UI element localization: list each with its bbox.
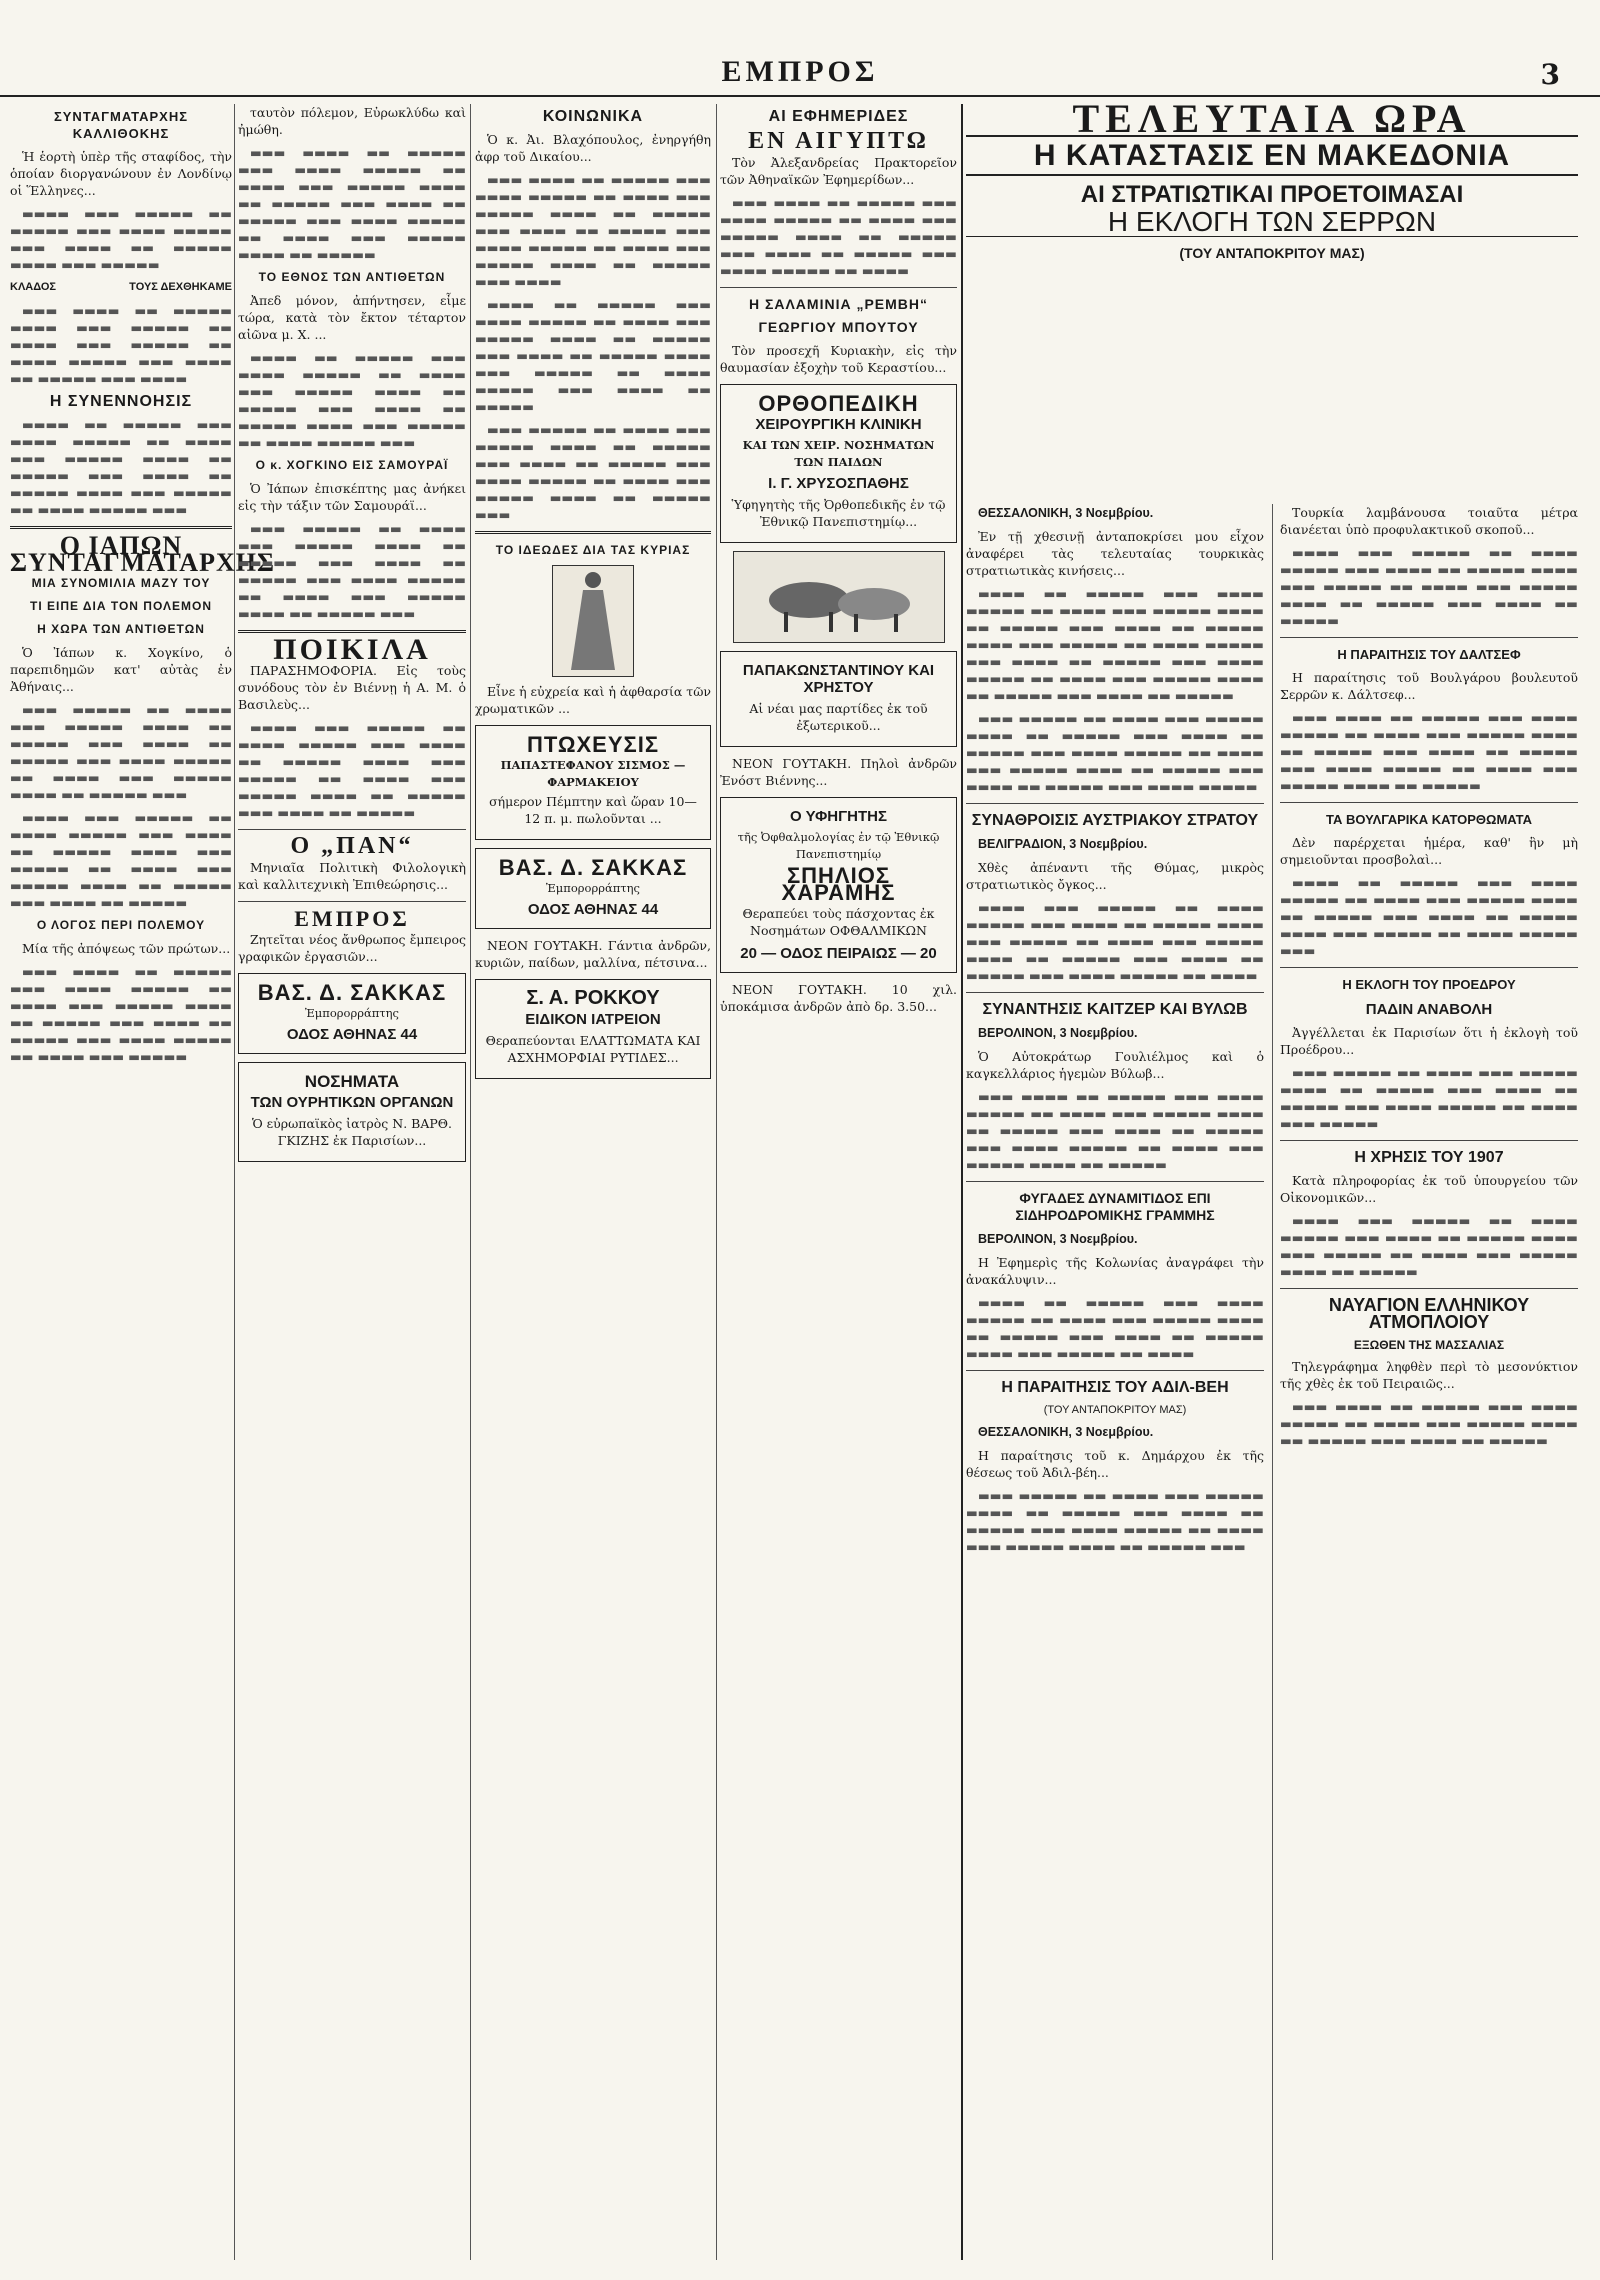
filler-text: ▬▬▬ ▬▬▬▬▬ ▬▬ ▬▬▬▬ ▬▬▬ ▬▬▬▬▬ ▬▬▬▬ ▬▬ ▬▬▬▬▬ ▬▬▬ ▬▬▬▬ ▬▬ ▬▬▬▬▬ ▬▬▬ ▬▬▬▬ ▬▬▬▬▬ ▬▬ ▬▬▬▬ ▬▬▬ ▬▬▬▬▬ ▬▬▬▬ ▬▬ ▬▬▬▬▬ ▬▬▬: [10, 702, 232, 802]
divider: [1280, 1140, 1578, 1141]
divider: [966, 992, 1264, 993]
column-5a: [966, 504, 1264, 2260]
filler-text: ▬▬▬▬ ▬▬ ▬▬▬▬▬ ▬▬▬ ▬▬▬▬ ▬▬▬▬▬ ▬▬ ▬▬▬▬ ▬▬▬ ▬▬▬▬▬ ▬▬▬▬ ▬▬ ▬▬▬▬▬ ▬▬▬ ▬▬▬▬ ▬▬ ▬▬▬▬▬ ▬▬▬▬ ▬▬▬ ▬▬▬▬▬ ▬▬ ▬▬▬▬ ▬▬▬▬▬ ▬▬▬: [1280, 875, 1578, 958]
filler-text: ▬▬▬ ▬▬▬▬ ▬▬ ▬▬▬▬▬ ▬▬▬ ▬▬▬▬ ▬▬▬▬▬ ▬▬ ▬▬▬▬ ▬▬▬ ▬▬▬▬▬ ▬▬▬▬ ▬▬ ▬▬▬▬▬ ▬▬▬ ▬▬▬▬ ▬▬ ▬▬▬▬▬ ▬▬▬ ▬▬▬▬ ▬▬▬▬▬ ▬▬ ▬▬▬▬ ▬▬▬ ▬▬▬▬▬ ▬▬▬▬ ▬▬ ▬▬▬▬▬ ▬▬▬ ▬▬▬▬: [475, 172, 711, 289]
col1-s4-lead: Μία τῆς ἀπόψεως τῶν πρώτων...: [22, 941, 231, 956]
newspaper-title: ΕΜΠΡΟΣ: [721, 55, 879, 88]
c5a-s5-sub: (ΤΟΥ ΑΝΤΑΠΟΚΡΙΤΟΥ ΜΑΣ): [1043, 1404, 1187, 1416]
col3-s1-title: ΚΟΙΝΩΝΙΚΑ: [542, 108, 644, 125]
c5a-dateline: [966, 504, 1264, 522]
col1-s3-lead: Ὁ Ἰάπων κ. Χογκίνο, ὁ παρεπιδημῶν κατ' αὐτὰς ἐν Ἀθήναις...: [10, 645, 232, 694]
col4-s1-sub: ΕΝ ΑΙΓΥΠΤΩ: [748, 128, 929, 154]
c5b-s3-text: Δὲν παρέρχεται ἡμέρα, καθ' ἣν μὴ σημειοῦνται προσβολαὶ...: [1280, 835, 1578, 867]
c5a-s5-dateline-text: ΘΕΣΣΑΛΟΝΙΚΗ, 3 Νοεμβρίου.: [978, 1425, 1154, 1439]
col2-s1-title: ΤΟ ΕΘΝΟΣ ΤΩΝ ΑΝΤΙΘΕΤΩΝ: [258, 270, 446, 284]
divider: [966, 1370, 1264, 1371]
divider: [10, 526, 232, 529]
divider: [1280, 637, 1578, 638]
ad-charamis: [720, 797, 957, 973]
ad-sakkas-name: ΒΑΣ. Δ. ΣΑΚΚΑΣ: [257, 980, 447, 1005]
page-number: 3: [1540, 58, 1560, 91]
column-rule: [716, 104, 717, 2260]
filler-text: ▬▬▬▬ ▬▬ ▬▬▬▬▬ ▬▬▬ ▬▬▬▬ ▬▬▬▬▬ ▬▬ ▬▬▬▬ ▬▬▬ ▬▬▬▬▬ ▬▬▬▬ ▬▬ ▬▬▬▬▬ ▬▬▬ ▬▬▬▬ ▬▬ ▬▬▬▬▬ ▬▬▬▬ ▬▬▬ ▬▬▬▬▬ ▬▬ ▬▬▬▬: [966, 1295, 1264, 1361]
filler-text: ▬▬▬▬ ▬▬ ▬▬▬▬▬ ▬▬▬ ▬▬▬▬ ▬▬▬▬▬ ▬▬ ▬▬▬▬ ▬▬▬ ▬▬▬▬▬ ▬▬▬▬ ▬▬ ▬▬▬▬▬ ▬▬▬ ▬▬▬▬ ▬▬ ▬▬▬▬▬ ▬▬▬▬ ▬▬▬ ▬▬▬▬▬ ▬▬ ▬▬▬▬ ▬▬▬▬▬ ▬▬▬ ▬▬▬▬ ▬▬ ▬▬▬▬▬: [475, 297, 711, 414]
filler-text: ▬▬▬ ▬▬▬▬ ▬▬ ▬▬▬▬▬ ▬▬▬ ▬▬▬▬ ▬▬▬▬▬ ▬▬ ▬▬▬▬ ▬▬▬ ▬▬▬▬▬ ▬▬▬▬ ▬▬ ▬▬▬▬▬ ▬▬▬ ▬▬▬▬ ▬▬ ▬▬▬▬▬ ▬▬▬ ▬▬▬▬ ▬▬▬▬▬ ▬▬ ▬▬▬▬ ▬▬▬ ▬▬▬▬▬ ▬▬▬▬ ▬▬ ▬▬▬▬▬: [966, 1089, 1264, 1172]
ad-bankruptcy-text: σήμερον Πέμπτην καὶ ὥραν 10—12 π. μ. πωλοῦνται ...: [489, 794, 697, 826]
filler-text: ▬▬▬ ▬▬▬▬▬ ▬▬ ▬▬▬▬ ▬▬▬ ▬▬▬▬▬ ▬▬▬▬ ▬▬ ▬▬▬▬▬ ▬▬▬ ▬▬▬▬ ▬▬ ▬▬▬▬▬ ▬▬▬ ▬▬▬▬ ▬▬▬▬▬ ▬▬ ▬▬▬▬ ▬▬▬ ▬▬▬▬▬ ▬▬▬▬ ▬▬ ▬▬▬▬▬ ▬▬▬: [238, 521, 466, 621]
c5a-s2-text: Χθὲς ἀπέναντι τῆς Θύμας, μικρὸς στρατιωτικὸς ὄγκος...: [966, 860, 1264, 892]
ad-sakkas2-name: ΒΑΣ. Δ. ΣΑΚΚΑΣ: [498, 855, 688, 880]
filler-text: ▬▬▬▬ ▬▬ ▬▬▬▬▬ ▬▬▬ ▬▬▬▬ ▬▬▬▬▬ ▬▬ ▬▬▬▬ ▬▬▬ ▬▬▬▬▬ ▬▬▬▬ ▬▬ ▬▬▬▬▬ ▬▬▬ ▬▬▬▬ ▬▬ ▬▬▬▬▬ ▬▬▬▬ ▬▬▬ ▬▬▬▬▬ ▬▬ ▬▬▬▬ ▬▬▬▬▬ ▬▬▬ ▬▬▬▬ ▬▬ ▬▬▬▬▬ ▬▬▬ ▬▬▬▬ ▬▬▬▬▬ ▬▬ ▬▬▬▬ ▬▬▬ ▬▬▬▬▬ ▬▬▬▬ ▬▬ ▬▬▬▬▬ ▬▬▬ ▬▬▬▬ ▬▬ ▬▬▬▬▬: [966, 586, 1264, 703]
ad-charamis-name: ΣΠΗΛΙΟΣ ΧΑΡΑΜΗΣ: [781, 863, 896, 905]
kicker-a: ΚΛΑΔΟΣ: [10, 281, 56, 293]
ad-papakonstantinou-title: ΠΑΠΑΚΩΝΣΤΑΝΤΙΝΟΥ ΚΑΙ ΧΡΗΣΤΟΥ: [742, 662, 935, 696]
filler-text: ▬▬▬ ▬▬▬▬ ▬▬ ▬▬▬▬▬ ▬▬▬ ▬▬▬▬ ▬▬▬▬▬ ▬▬ ▬▬▬▬ ▬▬▬ ▬▬▬▬▬ ▬▬▬▬ ▬▬ ▬▬▬▬▬ ▬▬▬ ▬▬▬▬ ▬▬ ▬▬▬▬▬ ▬▬▬ ▬▬▬▬ ▬▬▬▬▬ ▬▬ ▬▬▬▬ ▬▬▬ ▬▬▬▬▬ ▬▬▬▬ ▬▬ ▬▬▬▬▬: [1280, 710, 1578, 793]
divider: [475, 531, 711, 534]
c5b-s5-title: Η ΧΡΗΣΙΣ ΤΟΥ 1907: [1354, 1149, 1504, 1166]
filler-text: ▬▬▬ ▬▬▬▬▬ ▬▬ ▬▬▬▬ ▬▬▬ ▬▬▬▬▬ ▬▬▬▬ ▬▬ ▬▬▬▬▬ ▬▬▬ ▬▬▬▬ ▬▬ ▬▬▬▬▬ ▬▬▬ ▬▬▬▬ ▬▬▬▬▬ ▬▬ ▬▬▬▬ ▬▬▬ ▬▬▬▬▬ ▬▬▬▬ ▬▬ ▬▬▬▬▬ ▬▬▬: [475, 422, 711, 522]
masthead: [0, 0, 1600, 97]
ad-charamis-title: Ο ΥΦΗΓΗΤΗΣ: [790, 808, 887, 825]
ad-bankruptcy: [475, 725, 711, 840]
column-rule: [1272, 504, 1273, 2260]
col1-kicker: [10, 279, 232, 296]
col2-s4-text: Μηνιαῖα Πολιτικὴ Φιλολογικὴ καὶ καλλιτεχνικὴ Ἐπιθεώρησις...: [238, 860, 466, 892]
c5a-s4-dateline: [966, 1230, 1264, 1248]
livestock-illustration: [733, 551, 945, 643]
filler-text: ▬▬▬ ▬▬▬▬ ▬▬ ▬▬▬▬▬ ▬▬▬ ▬▬▬▬ ▬▬▬▬▬ ▬▬ ▬▬▬▬ ▬▬▬ ▬▬▬▬▬ ▬▬▬▬ ▬▬ ▬▬▬▬▬ ▬▬▬ ▬▬▬▬ ▬▬ ▬▬▬▬▬ ▬▬▬ ▬▬▬▬ ▬▬▬▬▬ ▬▬ ▬▬▬▬: [720, 195, 957, 278]
c5a-s2-dateline-text: ΒΕΛΙΓΡΑΔΙΟΝ, 3 Νοεμβρίου.: [978, 837, 1148, 851]
ad-orthopedic-sub2: ΚΑΙ ΤΩΝ ΧΕΙΡ. ΝΟΣΗΜΑΤΩΝ ΤΩΝ ΠΑΙΔΩΝ: [742, 438, 935, 469]
column-rule: [234, 104, 235, 2260]
divider: [1280, 967, 1578, 968]
c5b-s6-title: ΝΑΥΑΓΙΟΝ ΕΛΛΗΝΙΚΟΥ ΑΤΜΟΠΛΟΙΟΥ: [1328, 1295, 1530, 1332]
column-4: [720, 104, 957, 2260]
col2-lead: ταυτὸν πόλεμον, Εὐρωκλύδω καὶ ἠμώθη.: [238, 105, 466, 137]
ad-sakkas-addr: ΟΔΟΣ ΑΘΗΝΑΣ 44: [286, 1026, 418, 1043]
filler-text: ▬▬▬ ▬▬▬▬ ▬▬ ▬▬▬▬▬ ▬▬▬ ▬▬▬▬ ▬▬▬▬▬ ▬▬ ▬▬▬▬ ▬▬▬ ▬▬▬▬▬ ▬▬▬▬ ▬▬ ▬▬▬▬▬ ▬▬▬ ▬▬▬▬ ▬▬ ▬▬▬▬▬: [1280, 1399, 1578, 1448]
col4-s1-text: Τὸν Ἀλεξανδρείας Πρακτορεῖον τῶν Ἀθηναϊκῶν Ἐφημερίδων...: [720, 155, 957, 187]
col2-s5-title: ΕΜΠΡΟΣ: [294, 906, 410, 931]
ad-sakkas: [238, 973, 466, 1054]
col1-header: ΣΥΝΤΑΓΜΑΤΑΡΧΗΣ ΚΑΛΛΙΘΟΚΗΣ: [53, 109, 189, 141]
c5b-s4-title: Η ΕΚΛΟΓΗ ΤΟΥ ΠΡΟΕΔΡΟΥ: [1342, 977, 1516, 992]
c5a-s5-text: Η παραίτησις τοῦ κ. Δημάρχου ἐκ τῆς θέσεως τοῦ Ἀδιλ-βέη...: [966, 1448, 1264, 1480]
c5a-s4-title: ΦΥΓΑΔΕΣ ΔΥΝΑΜΙΤΙΔΟΣ ΕΠΙ ΣΙΔΗΡΟΔΡΟΜΙΚΗΣ ΓΡΑΜΜΗΣ: [1015, 1190, 1215, 1223]
divider: [238, 901, 466, 902]
strap-military: ΑΙ ΣΤΡΑΤΙΩΤΙΚΑΙ ΠΡΟΕΤΟΙΜΑΣΑΙ: [1080, 181, 1464, 208]
c5a-s4-text: Η Ἐφημερὶς τῆς Κολωνίας ἀναγράφει τὴν ἀνακάλυψιν...: [966, 1255, 1264, 1287]
ad-charamis-addr: 20 — ΟΔΟΣ ΠΕΙΡΑΙΩΣ — 20: [740, 945, 937, 962]
strap-serres: Η ΕΚΛΟΓΗ ΤΩΝ ΣΕΡΡΩΝ: [966, 207, 1578, 237]
ad-urology-sub: ΤΩΝ ΟΥΡΗΤΙΚΩΝ ΟΡΓΑΝΩΝ: [250, 1094, 454, 1111]
ad-sakkas-2: [475, 848, 711, 929]
ad-orthopedic-doctor: Ι. Γ. ΧΡΥΣΟΣΠΑΘΗΣ: [768, 475, 909, 492]
filler-text: ▬▬▬ ▬▬▬▬ ▬▬ ▬▬▬▬▬ ▬▬▬ ▬▬▬▬ ▬▬▬▬▬ ▬▬ ▬▬▬▬ ▬▬▬ ▬▬▬▬▬ ▬▬▬▬ ▬▬ ▬▬▬▬▬ ▬▬▬ ▬▬▬▬ ▬▬ ▬▬▬▬▬ ▬▬▬ ▬▬▬▬ ▬▬▬▬▬ ▬▬ ▬▬▬▬ ▬▬▬ ▬▬▬▬▬: [10, 964, 232, 1064]
c5b-s3-title: ΤΑ ΒΟΥΛΓΑΡΙΚΑ ΚΑΤΟΡΘΩΜΑΤΑ: [1326, 812, 1532, 827]
ad-rokkou-title: Σ. Α. ΡΟΚΚΟΥ: [526, 987, 660, 1009]
filler-text: ▬▬▬▬ ▬▬ ▬▬▬▬▬ ▬▬▬ ▬▬▬▬ ▬▬▬▬▬ ▬▬ ▬▬▬▬ ▬▬▬ ▬▬▬▬▬ ▬▬▬▬ ▬▬ ▬▬▬▬▬ ▬▬▬ ▬▬▬▬ ▬▬ ▬▬▬▬▬ ▬▬▬▬ ▬▬▬ ▬▬▬▬▬ ▬▬ ▬▬▬▬ ▬▬▬▬▬ ▬▬▬: [238, 350, 466, 450]
col2-s2-text: Ὁ Ἰάπων ἐπισκέπτης μας ἀνήκει εἰς τὴν τάξιν τῶν Σαμουράϊ...: [238, 481, 466, 513]
divider: [1280, 802, 1578, 803]
column-1: [10, 104, 275, 2260]
col3-s2-title: ΤΟ ΙΔΕΩΔΕΣ ΔΙΑ ΤΑΣ ΚΥΡΙΑΣ: [495, 543, 691, 557]
filler-text: ▬▬▬▬ ▬▬▬ ▬▬▬▬▬ ▬▬ ▬▬▬▬▬ ▬▬▬ ▬▬▬▬ ▬▬▬▬▬ ▬▬▬ ▬▬▬▬ ▬▬ ▬▬▬▬▬ ▬▬▬▬ ▬▬▬ ▬▬▬▬▬: [10, 206, 232, 272]
col4-ad5-text: ΝΕΟΝ ΓΟΥΤΑΚΗ. 10 χιλ. ὑποκάμισα ἀνδρῶν ἀπὸ δρ. 3.50...: [720, 982, 957, 1014]
strap-last-hour: ΤΕΛΕΥΤΑΙΑ ΩΡΑ: [966, 104, 1578, 137]
col1-lead: Ἡ ἑορτὴ ὑπὲρ τῆς σταφίδος, τὴν ὁποίαν διοργανώνουν ἐν Λονδίνῳ οἱ Ἕλληνες...: [10, 149, 232, 198]
col2-s5-text: Ζητεῖται νέος ἄνθρωπος ἔμπειρος γραφικῶν ἐργασιῶν...: [238, 932, 466, 964]
col3-ad2-text: ΝΕΟΝ ΓΟΥΤΑΚΗ. Γάντια ἀνδρῶν, κυριῶν, παίδων, μαλλίνα, πέτσινα...: [475, 938, 711, 970]
kicker-b: ΤΟΥΣ ΔΕΧΘΗΚΑΜΕ: [129, 281, 232, 293]
ad-orthopedic-sub: ΧΕΙΡΟΥΡΓΙΚΗ ΚΛΙΝΙΚΗ: [755, 416, 922, 433]
col2-s3-text: ΠΑΡΑΣΗΜΟΦΟΡΙΑ. Εἰς τοὺς συνόδους τὸν ἐν Βιέννῃ ἡ Α. Μ. ὁ Βασιλεὺς...: [238, 663, 466, 712]
filler-text: ▬▬▬ ▬▬▬▬▬ ▬▬ ▬▬▬▬ ▬▬▬ ▬▬▬▬▬ ▬▬▬▬ ▬▬ ▬▬▬▬▬ ▬▬▬ ▬▬▬▬ ▬▬ ▬▬▬▬▬ ▬▬▬ ▬▬▬▬ ▬▬▬▬▬ ▬▬ ▬▬▬▬ ▬▬▬ ▬▬▬▬▬ ▬▬▬▬ ▬▬ ▬▬▬▬▬ ▬▬▬: [966, 1488, 1264, 1554]
c5a-s4-dateline-text: ΒΕΡΟΛΙΝΟΝ, 3 Νοεμβρίου.: [978, 1232, 1138, 1246]
c5b-s6-text: Τηλεγράφημα ληφθὲν περὶ τὸ μεσονύκτιον τῆς χθὲς ἐκ τοῦ Πειραιῶς...: [1280, 1359, 1578, 1391]
ad-bankruptcy-title: ΠΤΩΧΕΥΣΙΣ: [526, 732, 660, 757]
column-5: [966, 96, 1578, 2260]
filler-text: ▬▬▬ ▬▬▬▬▬ ▬▬ ▬▬▬▬ ▬▬▬ ▬▬▬▬▬ ▬▬▬▬ ▬▬ ▬▬▬▬▬ ▬▬▬ ▬▬▬▬ ▬▬ ▬▬▬▬▬ ▬▬▬ ▬▬▬▬ ▬▬▬▬▬ ▬▬ ▬▬▬▬ ▬▬▬ ▬▬▬▬▬ ▬▬▬▬ ▬▬ ▬▬▬▬▬ ▬▬▬ ▬▬▬▬ ▬▬ ▬▬▬▬▬ ▬▬▬ ▬▬▬▬ ▬▬▬▬▬: [966, 711, 1264, 794]
c5b-lead: Τουρκία λαμβάνουσα τοιαῦτα μέτρα διανέεται ὑπὸ προφυλακτικοῦ σκοποῦ...: [1280, 505, 1578, 537]
filler-text: ▬▬▬ ▬▬▬▬ ▬▬ ▬▬▬▬▬ ▬▬▬▬ ▬▬▬ ▬▬▬▬▬ ▬▬ ▬▬▬▬ ▬▬▬ ▬▬▬▬▬ ▬▬ ▬▬▬▬ ▬▬▬▬▬ ▬▬▬ ▬▬▬▬ ▬▬ ▬▬▬▬▬ ▬▬▬ ▬▬▬▬: [10, 303, 232, 386]
filler-text: ▬▬▬ ▬▬▬▬▬ ▬▬ ▬▬▬▬ ▬▬▬ ▬▬▬▬▬ ▬▬▬▬ ▬▬ ▬▬▬▬▬ ▬▬▬ ▬▬▬▬ ▬▬ ▬▬▬▬▬ ▬▬▬ ▬▬▬▬ ▬▬▬▬▬ ▬▬ ▬▬▬▬ ▬▬▬ ▬▬▬▬▬: [1280, 1065, 1578, 1131]
c5a-s2-dateline: [966, 835, 1264, 853]
c5a-s3-title: ΣΥΝΑΝΤΗΣΙΣ ΚΑΙΤΖΕΡ ΚΑΙ ΒΥΛΩΒ: [982, 1001, 1248, 1018]
col3-s2-text: Εἶνε ἡ εὐχρεία καὶ ἡ ἀφθαρσία τῶν χρωματικῶν ...: [475, 684, 711, 716]
divider: [238, 829, 466, 830]
col2-s1-text: Ἀπεδ μόνον, ἀπήντησεν, εἶμε τώρα, κατὰ τὸν ἔκτον τέταρτον αἰῶνα μ. Χ. ...: [238, 293, 466, 342]
filler-text: ▬▬▬▬ ▬▬▬ ▬▬▬▬▬ ▬▬ ▬▬▬▬ ▬▬▬▬▬ ▬▬▬ ▬▬▬▬ ▬▬ ▬▬▬▬▬ ▬▬▬▬ ▬▬▬ ▬▬▬▬▬ ▬▬ ▬▬▬▬ ▬▬▬ ▬▬▬▬▬ ▬▬▬▬ ▬▬ ▬▬▬▬▬ ▬▬▬ ▬▬▬▬ ▬▬ ▬▬▬▬▬: [238, 720, 466, 820]
ad-urology: [238, 1062, 466, 1162]
c5a-s3-dateline: [966, 1024, 1264, 1042]
c5b-s2-text: Η παραίτησις τοῦ Βουλγάρου βουλευτοῦ Σερρῶν κ. Δάλτσεφ...: [1280, 670, 1578, 702]
column-2: [238, 104, 466, 2260]
filler-text: ▬▬▬▬ ▬▬▬ ▬▬▬▬▬ ▬▬ ▬▬▬▬ ▬▬▬▬▬ ▬▬▬ ▬▬▬▬ ▬▬ ▬▬▬▬▬ ▬▬▬▬ ▬▬▬ ▬▬▬▬▬ ▬▬ ▬▬▬▬ ▬▬▬ ▬▬▬▬▬ ▬▬▬▬ ▬▬ ▬▬▬▬▬ ▬▬▬ ▬▬▬▬ ▬▬ ▬▬▬▬▬: [1280, 545, 1578, 628]
col1-s3-sub3: Η ΧΩΡΑ ΤΩΝ ΑΝΤΙΘΕΤΩΝ: [37, 622, 205, 636]
col4-ad3-text: ΝΕΟΝ ΓΟΥΤΑΚΗ. Πηλοὶ ἀνδρῶν Ἐνόστ Βιέννης...: [720, 756, 957, 788]
col4-s2-title: Η ΣΑΛΑΜΙΝΙΑ „ΡΕΜΒΗ“: [748, 296, 929, 312]
ad-orthopedic-text: Ὑφηγητὴς τῆς Ὀρθοπεδικῆς ἐν τῷ Ἐθνικῷ Πανεπιστημίῳ...: [731, 497, 946, 529]
column-5b: [1280, 504, 1578, 2260]
filler-text: ▬▬▬▬ ▬▬▬ ▬▬▬▬▬ ▬▬ ▬▬▬▬ ▬▬▬▬▬ ▬▬▬ ▬▬▬▬ ▬▬ ▬▬▬▬▬ ▬▬▬▬ ▬▬▬ ▬▬▬▬▬ ▬▬ ▬▬▬▬ ▬▬▬ ▬▬▬▬▬ ▬▬▬▬ ▬▬ ▬▬▬▬▬ ▬▬▬ ▬▬▬▬ ▬▬ ▬▬▬▬▬ ▬▬▬ ▬▬▬▬ ▬▬▬▬▬ ▬▬ ▬▬▬▬: [966, 900, 1264, 983]
filler-text: ▬▬▬ ▬▬▬▬ ▬▬ ▬▬▬▬▬ ▬▬▬ ▬▬▬▬ ▬▬▬▬▬ ▬▬ ▬▬▬▬ ▬▬▬ ▬▬▬▬▬ ▬▬▬▬ ▬▬ ▬▬▬▬▬ ▬▬▬ ▬▬▬▬ ▬▬ ▬▬▬▬▬ ▬▬▬ ▬▬▬▬ ▬▬▬▬▬ ▬▬ ▬▬▬▬ ▬▬▬ ▬▬▬▬▬ ▬▬▬▬ ▬▬ ▬▬▬▬▬: [238, 145, 466, 262]
c5b-s2-title: Η ΠΑΡΑΙΤΗΣΙΣ ΤΟΥ ΔΑΛΤΣΕΦ: [1337, 647, 1521, 662]
column-5-body: [966, 504, 1578, 2260]
ad-charamis-sub: τῆς Ὀφθαλμολογίας ἐν τῷ Ἐθνικῷ Πανεπιστημίῳ: [737, 830, 940, 861]
col1-s4-title: Ο ΛΟΓΟΣ ΠΕΡΙ ΠΟΛΕΜΟΥ: [36, 918, 206, 932]
ad-sakkas2-addr: ΟΔΟΣ ΑΘΗΝΑΣ 44: [527, 901, 659, 918]
col1-s3-sub: ΜΙΑ ΣΥΝΟΜΙΛΙΑ ΜΑΖΥ ΤΟΥ: [31, 576, 211, 590]
col2-s2-title: Ο κ. ΧΟΓΚΙΝΟ ΕΙΣ ΣΑΜΟΥΡΑΪ: [255, 458, 449, 472]
filler-text: ▬▬▬▬ ▬▬▬ ▬▬▬▬▬ ▬▬ ▬▬▬▬ ▬▬▬▬▬ ▬▬▬ ▬▬▬▬ ▬▬ ▬▬▬▬▬ ▬▬▬▬ ▬▬▬ ▬▬▬▬▬ ▬▬ ▬▬▬▬ ▬▬▬ ▬▬▬▬▬ ▬▬▬▬ ▬▬ ▬▬▬▬▬: [1280, 1213, 1578, 1279]
col4-s1-title: ΑΙ ΕΦΗΜΕΡΙΔΕΣ: [768, 108, 909, 125]
c5a-dateline-text: ΘΕΣΣΑΛΟΝΙΚΗ, 3 Νοεμβρίου.: [978, 506, 1154, 520]
c5a-s5-title: Η ΠΑΡΑΙΤΗΣΙΣ ΤΟΥ ΑΔΙΛ-ΒΕΗ: [1001, 1379, 1229, 1396]
c5b-s4-text: Ἀγγέλλεται ἐκ Παρισίων ὅτι ἡ ἐκλογὴ τοῦ Προέδρου...: [1280, 1025, 1578, 1057]
ad-orthopedic: [720, 384, 957, 543]
c5a-s2-title: ΣΥΝΑΘΡΟΙΣΙΣ ΑΥΣΤΡΙΑΚΟΥ ΣΤΡΑΤΟΥ: [971, 812, 1259, 829]
ad-bankruptcy-sub: ΠΑΠΑΣΤΕΦΑΝΟΥ ΣΙΣΜΟΣ — ΦΑΡΜΑΚΕΙΟΥ: [500, 758, 686, 789]
c5a-s5-dateline: [966, 1423, 1264, 1441]
ad-papakonstantinou: [720, 651, 957, 747]
divider: [720, 287, 957, 288]
col1-s3-sub2: ΤΙ ΕΙΠΕ ΔΙΑ ΤΟΝ ΠΟΛΕΜΟΝ: [30, 599, 212, 613]
col4-s2-text: Τὸν προσεχῆ Κυριακὴν, εἰς τὴν θαυμασίαν ἐξοχὴν τοῦ Κεραστίου...: [720, 343, 957, 375]
ad-charamis-text: Θεραπεύει τοὺς πάσχοντας ἐκ Νοσημάτων ΟΦΘΑΛΜΙΚΩΝ: [742, 906, 935, 938]
column-rule: [961, 104, 963, 2260]
divider: [1280, 1288, 1578, 1289]
ad-rokkou-text: Θεραπεύονται ΕΛΑΤΤΩΜΑΤΑ ΚΑΙ ΑΣΧΗΜΟΡΦΙΑΙ ΡΥΤΙΔΕΣ...: [485, 1033, 701, 1065]
ad-rokkou-sub: ΕΙΔΙΚΟΝ ΙΑΤΡΕΙΟΝ: [525, 1011, 661, 1028]
ad-urology-text: Ὁ εὐρωπαϊκὸς ἰατρὸς Ν. ΒΑΡΘ. ΓΚΙΖΗΣ ἐκ Παρισίων...: [251, 1116, 453, 1148]
col2-s3-title: ΠΟΙΚΙΛΑ: [273, 633, 431, 666]
c5a-s3-text: Ὁ Αὐτοκράτωρ Γουλιέλμος καὶ ὁ καγκελλάριος ἡγεμὼν Βύλωβ...: [966, 1049, 1264, 1081]
divider: [966, 803, 1264, 804]
ad-orthopedic-title: ΟΡΘΟΠΕΔΙΚΗ: [758, 391, 919, 416]
dress-illustration: [552, 565, 634, 677]
c5b-s6-sub: ΕΞΩΘΕΝ ΤΗΣ ΜΑΣΣΑΛΙΑΣ: [1353, 1338, 1505, 1352]
col2-s4-title: Ο „ΠΑΝ“: [290, 833, 414, 859]
strap-correspondent: (ΤΟΥ ΑΝΤΑΠΟΚΡΙΤΟΥ ΜΑΣ): [1179, 245, 1365, 261]
col3-s1-text: Ὁ κ. Ἀι. Βλαχόπουλος, ἐνηργήθη ἀφρ τοῦ Δικαίου...: [475, 132, 711, 164]
ad-rokkou: [475, 979, 711, 1079]
c5b-s4-sub: ΠΑΔΙΝ ΑΝΑΒΟΛΗ: [1365, 1001, 1493, 1018]
ad-sakkas2-role: Ἐμπορορράπτης: [546, 881, 640, 895]
column-3: [475, 104, 711, 2260]
c5a-lead: Ἐν τῇ χθεσινῇ ἀνταποκρίσει μου εἶχον ἀναφέρει τὰς τελευταίας τουρκικὰς στρατιωτικὰς κινήσεις...: [966, 529, 1264, 578]
c5b-s5-text: Κατὰ πληροφορίας ἐκ τοῦ ὑπουργείου τῶν Οἰκονομικῶν...: [1280, 1173, 1578, 1205]
col4-s2-sub: ΓΕΩΡΓΙΟΥ ΜΠΟΥΤΟΥ: [758, 319, 919, 335]
filler-text: ▬▬▬▬ ▬▬▬ ▬▬▬▬▬ ▬▬ ▬▬▬▬ ▬▬▬▬▬ ▬▬▬ ▬▬▬▬ ▬▬ ▬▬▬▬▬ ▬▬▬▬ ▬▬▬ ▬▬▬▬▬ ▬▬ ▬▬▬▬ ▬▬▬ ▬▬▬▬▬ ▬▬▬▬ ▬▬ ▬▬▬▬▬ ▬▬▬ ▬▬▬▬ ▬▬ ▬▬▬▬▬: [10, 810, 232, 910]
ad-papakonstantinou-text: Αἱ νέαι μας παρτίδες ἐκ τοῦ ἐξωτερικοῦ...: [749, 701, 928, 733]
col1-s3-title: Ο ΙΑΠΩΝ ΣΥΝΤΑΓΜΑΤΑΡΧΗΣ: [10, 531, 275, 577]
c5a-s3-dateline-text: ΒΕΡΟΛΙΝΟΝ, 3 Νοεμβρίου.: [978, 1026, 1138, 1040]
strap-macedonia: Η ΚΑΤΑΣΤΑΣΙΣ ΕΝ ΜΑΚΕΔΟΝΙΑ: [966, 137, 1578, 176]
column-rule: [470, 104, 471, 2260]
ad-sakkas-role: Ἐμπορορράπτης: [305, 1006, 399, 1020]
filler-text: ▬▬▬▬ ▬▬ ▬▬▬▬▬ ▬▬▬ ▬▬▬▬ ▬▬▬▬▬ ▬▬ ▬▬▬▬ ▬▬▬ ▬▬▬▬▬ ▬▬▬▬ ▬▬ ▬▬▬▬▬ ▬▬▬ ▬▬▬▬ ▬▬ ▬▬▬▬▬ ▬▬▬▬ ▬▬▬ ▬▬▬▬▬ ▬▬ ▬▬▬▬ ▬▬▬▬▬ ▬▬▬: [10, 417, 232, 517]
ad-urology-title: ΝΟΣΗΜΑΤΑ: [304, 1072, 400, 1091]
divider: [966, 1181, 1264, 1182]
col1-s2-title: Η ΣΥΝΕΝΝΟΗΣΙΣ: [49, 393, 193, 410]
